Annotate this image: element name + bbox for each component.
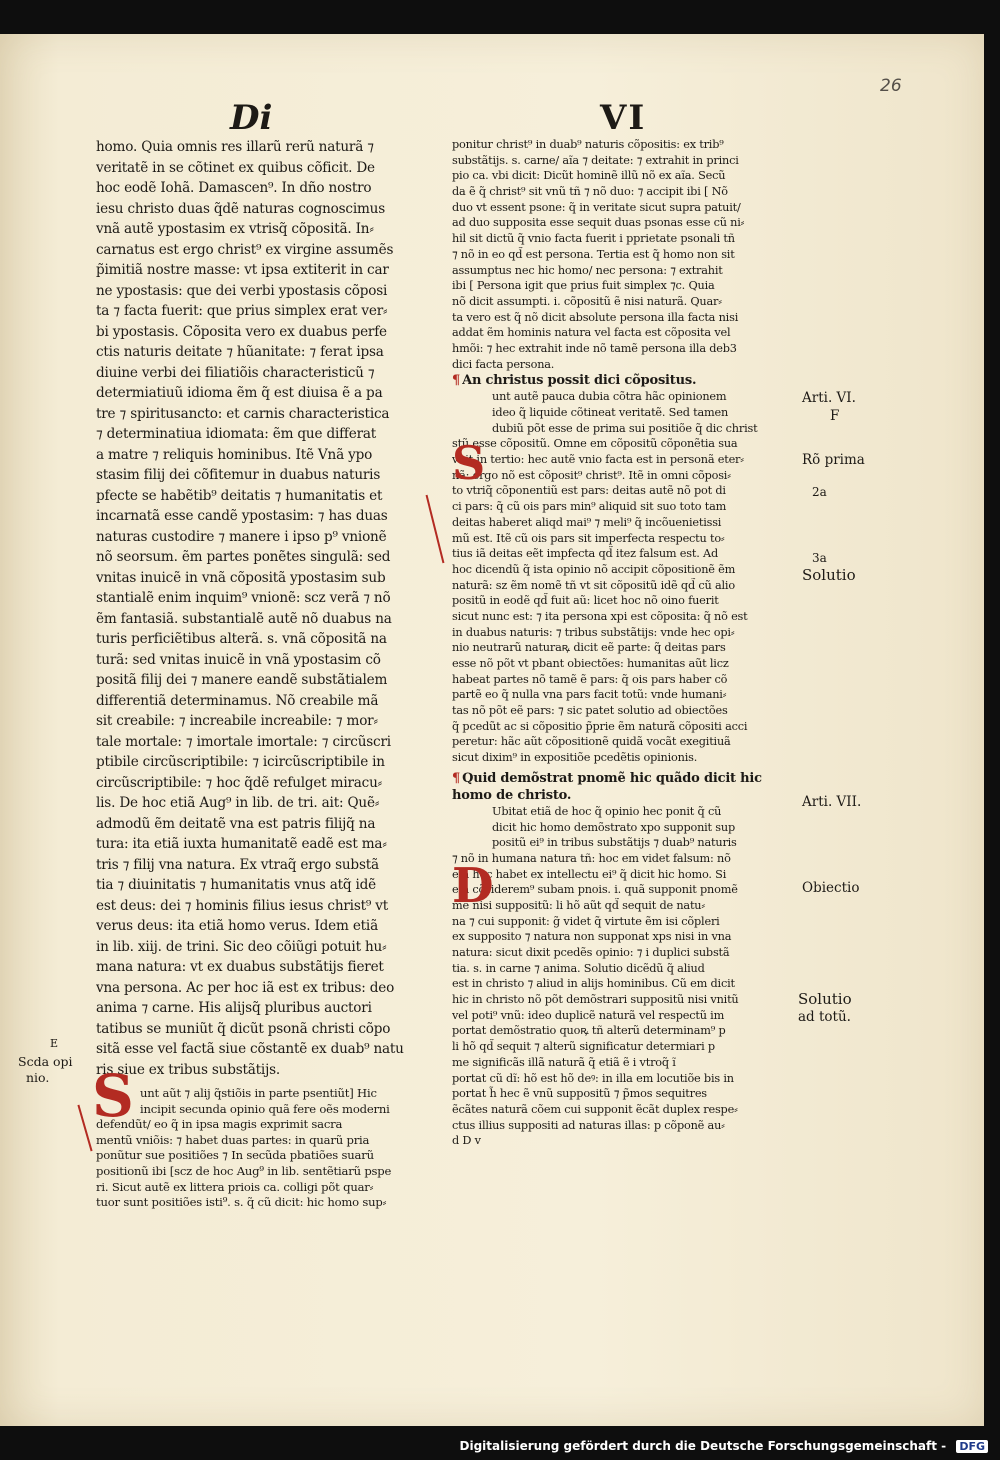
text-line: stasim filij dei cõfitemur in duabus naturis (96, 467, 381, 483)
text-line: dubiũ põt esse de prima sui positiõe q̃ dic christ (492, 421, 758, 435)
text-line: em cõsiderem⁹ subam pnois. i. quã supponit pnomẽ (452, 883, 738, 897)
margin-note-ad-totu: ad totũ. (798, 1009, 851, 1025)
text-line: ta vero est q̃ nõ dicit absolute persona illa facta nisi (452, 310, 739, 324)
text-line: ri. Sicut autẽ ex littera priois ca. colligi põt quar⸗ (96, 1179, 374, 1194)
text-line: partẽ eo q̃ nulla vna pars facit totũ: vnde humani⸗ (452, 688, 727, 702)
text-line: diuine verbi dei filiatiõis characteristicũ ⁊ (96, 364, 375, 381)
rubricated-initial-right-2: D (452, 858, 494, 914)
text-line: hoc dicendũ q̃ ista opinio nõ accipit cõpositionẽ ẽm (452, 562, 736, 576)
text-line: hmõi: ⁊ hec extrahit inde nõ tamẽ persona illa deb3 (452, 341, 737, 355)
second-opinion-block (96, 1086, 442, 1211)
text-line: verus deus: ita etiã homo verus. Idem etiã (96, 918, 378, 934)
section-heading-text: Quid demõstrat pnomẽ hic quãdo dicit hic homo de christo. (452, 770, 762, 803)
text-line: in duabus naturis: ⁊ tribus substãtijs: vnde hec opi⸗ (452, 625, 735, 639)
section-heading (452, 372, 796, 389)
text-line: ẽcãtes naturã cõem cui supponit ẽcãt duplex respe⸗ (452, 1102, 738, 1116)
text-line: carnatus est ergo christ⁹ ex virgine assumẽs (96, 241, 394, 258)
text-line: ideo q̃ liquide cõtineat veritatẽ. Sed tamen (492, 406, 729, 419)
text-line: bi ypostasis. Cõposita vero ex duabus perfe (96, 323, 387, 340)
rubricated-initial-right-1: S (452, 436, 486, 490)
running-header-right: VI (600, 98, 647, 138)
left-column (96, 137, 442, 1211)
text-line: lis. De hoc etiã Aug⁹ in lib. de tri. ait: Quẽ⸗ (96, 795, 380, 811)
rubricated-initial-left: S (92, 1062, 134, 1130)
text-line: stantialẽ enim inquim⁹ vnionẽ: scz verã ⁊ nõ (96, 590, 391, 606)
text-line: em hoc habet ex intellectu ei⁹ q̃ dicit hic homo. Si (452, 867, 727, 881)
margin-note-arti-vi: Arti. VI. (802, 390, 856, 406)
text-line: natura: sicut dixit pcedẽs opinio: ⁊ i duplici substã (452, 946, 730, 959)
margin-note-solutio-1: Solutio (802, 566, 856, 584)
text-line: circũscriptibile: ⁊ hoc q̃dẽ refulget miracu⸗ (96, 774, 382, 791)
margin-note-scda-opinio-2: nio. (26, 1070, 50, 1085)
text-line: naturas custodire ⁊ manere i ipso p⁹ vnionẽ (96, 528, 387, 545)
text-line: ibi [ Persona igit que prius fuit simplex ⁊c. Quia (452, 279, 715, 293)
text-line: ctus illius suppositi ad naturas illas: p cõponẽ au⸗ (452, 1118, 725, 1132)
text-line: in lib. xiij. de trini. Sic deo cõiũgi potuit hu⸗ (96, 938, 387, 955)
text-line: tre ⁊ spiritusancto: et carnis characteristica (96, 405, 390, 422)
text-line: portat demõstratio quoꝶ tñ alterũ determinam⁹ p (452, 1024, 726, 1038)
text-line: homo. Quia omnis res illarũ rerũ naturã ⁊ (96, 139, 374, 155)
rubric-paragraph-stroke (77, 1105, 92, 1152)
text-line: duo vt essent psone: q̃ in veritate sicut supra patuit/ (452, 200, 741, 214)
text-line: tatibus se muniũt q̃ dicũt psonã christi cõpo (96, 1020, 391, 1037)
margin-note-scda-opinio: Scda opi (18, 1054, 73, 1069)
text-line: pfecte se habẽtib⁹ deitatis ⁊ humanitatis et (96, 487, 383, 504)
text-line: ẽm fantasiã. substantialẽ autẽ nõ duabus na (96, 610, 392, 627)
text-line: to vtriq̃ cõponentiũ est pars: deitas autẽ nõ pot di (452, 484, 726, 498)
dfg-logo: DFG (956, 1440, 988, 1453)
margin-note-2a: 2a (812, 485, 827, 499)
text-line: tuor sunt positiões isti⁹. s. q̃ cũ dicit: hic homo sup⸗ (96, 1195, 387, 1210)
margin-note-obiectio: Obiectio (802, 880, 860, 896)
paragraph-mark-icon: ¶ (452, 770, 461, 786)
text-line: tris ⁊ filij vna natura. Ex vtraq̃ ergo substã (96, 856, 379, 873)
text-line: da ẽ q̃ christ⁹ sit vnũ tñ ⁊ nõ duo: ⁊ accipit ibi [ Nõ (452, 185, 728, 199)
text-line: vel poti⁹ vnũ: ideo duplicẽ naturã vel respectũ im (452, 1008, 725, 1022)
text-line: hoc eodẽ Iohã. Damascen⁹. In dño nostro (96, 180, 372, 196)
section-heading-text: An christus possit dici cõpositus. (462, 373, 697, 389)
text-line: hil sit dictũ q̃ vnio facta fuerit i pprietate psonali tñ (452, 232, 735, 246)
text-line: tius iã deitas eẽt impfecta qd̃ itez falsum est. Ad (452, 547, 719, 561)
text-line: tas nõ põt eẽ pars: ⁊ sic patet solutio ad obiectões (452, 704, 728, 718)
text-line: differentiã determinamus. Nõ creabile mã (96, 692, 379, 709)
text-line: incarnatã esse candẽ ypostasim: ⁊ has duas (96, 508, 388, 524)
text-line: est deus: dei ⁊ hominis filius iesus christ⁹ vt (96, 897, 388, 914)
text-line: ⁊ determinatiua idiomata: ẽm que differat (96, 426, 377, 442)
text-line: addat ẽm hominis natura vel facta est cõposita vel (452, 326, 731, 340)
text-line: d D v (452, 1134, 481, 1148)
text-line: vnit in tertio: hec autẽ vnio facta est in personã eter⸗ (452, 453, 744, 467)
text-line: peretur: hãc aũt cõpositionẽ quidã vocãt exegitiuã (452, 735, 731, 749)
text-line: determiatiuũ idioma ẽm q̃ est diuisa ẽ a pa (96, 385, 383, 401)
text-line: Ubitat etiã de hoc q̃ opinio hec ponit q̃ cũ (492, 804, 722, 818)
text-line: sit creabile: ⁊ increabile increabile: ⁊ mor⸗ (96, 713, 378, 729)
text-line: est in christo ⁊ aliud in alijs hominibus. Cũ em dicit (452, 977, 735, 991)
text-line: portat h̃ hec ẽ vnũ suppositũ ⁊ p̃mos sequitres (452, 1087, 707, 1101)
text-line: defendũt/ eo q̃ in ipsa magis exprimit sacra (96, 1117, 343, 1132)
text-line: mentũ vniõis: ⁊ habet duas partes: in quarũ pria (96, 1132, 370, 1147)
text-line: positionũ ibi [scz de hoc Aug⁹ in lib. sentẽtiarũ pspe (96, 1163, 392, 1178)
text-line: vna persona. Ac per hoc iã est ex tribus: deo (96, 979, 395, 996)
right-column (452, 137, 796, 1149)
text-line: mẽ nisi suppositũ: li hõ aũt qd̃ sequit de natu⸗ (452, 898, 705, 912)
text-line: ris siue ex tribus substãtijs. (96, 1061, 280, 1078)
text-line: positã filij dei ⁊ manere eandẽ substãtialem (96, 672, 388, 688)
text-line: veritatẽ in se cõtinet ex quibus cõficit. De (96, 159, 375, 176)
text-line: tia ⁊ diuinitatis ⁊ humanitatis vnus atq̃ idẽ (96, 877, 376, 893)
text-line: a matre ⁊ reliquis hominibus. Itẽ Vnã ypo (96, 446, 373, 463)
text-line: anima ⁊ carne. His alijsq̃ pluribus auctori (96, 1000, 372, 1016)
text-line: tia. s. in carne ⁊ anima. Solutio dicẽdũ q̃ aliud (452, 961, 705, 975)
text-line: hic in christo nõ põt demõstrari suppositũ nisi vnitũ (452, 993, 739, 1007)
text-line: tale mortale: ⁊ imortale imortale: ⁊ circũscri (96, 733, 391, 750)
text-line: ponũtur sue positiões ⁊ In secũda pbatiões suarũ (96, 1148, 374, 1163)
text-line: ptibile circũscriptibile: ⁊ icircũscriptibile in (96, 754, 385, 770)
text-line: nõ seorsum. ẽm partes ponẽtes singulã: sed (96, 549, 391, 565)
funding-credit-text: Digitalisierung gefördert durch die Deutsche Forschungsgemeinschaft - (459, 1439, 947, 1453)
text-line: vnã autẽ ypostasim ex vtrisq̃ cõpositã. In⸗ (96, 221, 374, 237)
text-line: positũ in eodẽ qd̃ fuit aũ: licet hoc nõ oino fuerit (452, 594, 719, 608)
text-line: naturã: sz ẽm nomẽ tñ vt sit cõpositũ idẽ qd̃ cũ alio (452, 578, 735, 592)
text-line: sitã esse vel factã siue cõstantẽ ex duab⁹ natu (96, 1041, 404, 1057)
text-line: ne ypostasis: que dei verbi ypostasis cõposi (96, 282, 388, 299)
text-line: li hõ qd̃ sequit ⁊ alterũ significatur determiari p (452, 1040, 715, 1054)
text-line: habeat partes nõ tamẽ ẽ pars: q̃ ois pars haber cõ (452, 672, 728, 686)
text-line: mũ est. Itẽ cũ ois pars sit imperfecta respectu to⸗ (452, 531, 725, 545)
text-line: ta ⁊ facta fuerit: que prius simplex erat ver⸗ (96, 303, 388, 319)
margin-note-letter-f: F (830, 408, 840, 424)
text-line: tura: ita etiã iuxta humanitatẽ eadẽ est ma⸗ (96, 836, 387, 852)
text-line: turis perficiẽtibus alterã. s. vnã cõpositã na (96, 631, 387, 647)
text-line: ponitur christ⁹ in duab⁹ naturis cõpositis: ex trib⁹ (452, 138, 724, 151)
text-line: me significãs illã naturã q̃ etiã ẽ i vtroq̃ ĩ (452, 1055, 676, 1069)
text-line: mana natura: vt ex duabus substãtijs fieret (96, 959, 384, 975)
text-line: sicut dixim⁹ in expositiõe pcedẽtis opinionis. (452, 751, 698, 765)
text-line: unt aũt ⁊ alij q̃stiõis in parte psentiũt] Hic (140, 1086, 377, 1100)
text-line: nã: ergo nõ est cõposit⁹ christ⁹. Itẽ in omni cõposi⸗ (452, 468, 731, 482)
text-line: turã: sed vnitas inuicẽ in vnã ypostasim cõ (96, 651, 381, 668)
text-line: deitas haberet aliqd mai⁹ ⁊ meli⁹ q̃ incõuenietissi (452, 515, 722, 529)
text-line: ctis naturis deitate ⁊ hũanitate: ⁊ ferat ipsa (96, 344, 384, 360)
margin-note-letter-e: E (50, 1037, 59, 1050)
text-line: iesu christo duas q̃dẽ naturas cognoscimus (96, 200, 386, 217)
text-line: incipit secunda opinio quã fere oẽs moderni (140, 1101, 390, 1116)
text-line: na ⁊ cui supponit: g̃ videt q̃ virtute ẽm isi cõpleri (452, 914, 720, 928)
section-heading (452, 770, 796, 804)
text-line: substãtijs. s. carne/ aĩa ⁊ deitate: ⁊ extrahit in princi (452, 153, 739, 167)
text-line: dici facta persona. (452, 357, 555, 371)
text-line: ⁊ nõ in eo qd̃ est persona. Tertia est q̃ homo non sit (452, 247, 735, 261)
folio-number: 26 (880, 76, 902, 96)
text-line: unt autẽ pauca dubia cõtra hãc opinionem (492, 390, 727, 404)
book-page (0, 34, 984, 1426)
text-line: positũ ei⁹ in tribus substãtijs ⁊ duab⁹ naturis (492, 836, 737, 850)
margin-note-solutio-2: Solutio (798, 990, 852, 1008)
text-line: ⁊ nõ in humana natura tñ: hoc em videt falsum: nõ (452, 851, 731, 865)
text-line: p̃imitiã nostre masse: vt ipsa extiterit in car (96, 262, 389, 278)
margin-note-3a: 3a (812, 551, 827, 565)
margin-note-arti-vii: Arti. VII. (802, 794, 862, 810)
text-line: pio ca. vbi dicit: Dicũt hominẽ illũ nõ ex aĩa. Secũ (452, 169, 726, 183)
text-line: sicut nunc est: ⁊ ita persona xpi est cõposita: q̃ nõ est (452, 609, 748, 623)
text-line: portat cũ dĩ: hõ est hõ deꝰ: in illa em locutiõe bis in (452, 1071, 734, 1085)
funding-credit (460, 1439, 988, 1453)
text-line: esse nõ põt vt pbant obiectões: humanitas aũt licz (452, 657, 729, 670)
text-line: admodũ ẽm deitatẽ vna est patris filijq̃ na (96, 815, 376, 832)
text-line: vnitas inuicẽ in vnã cõpositã ypostasim sub (96, 569, 386, 586)
text-line: assumptus nec hic homo/ nec persona: ⁊ extrahit (452, 263, 723, 277)
text-line: ex supposito ⁊ natura non supponat xps nisi in vna (452, 930, 732, 944)
running-header-left: Di (230, 98, 273, 138)
text-line: stũ esse cõpositũ. Omne em cõpositũ cõponẽtia sua (452, 437, 738, 451)
text-line: nio neutrarũ naturaꝶ dicit eẽ parte: q̃ deitas pars (452, 641, 726, 655)
text-line: dicit hic homo demõstrato xpo supponit sup (492, 820, 735, 834)
margin-note-ro-prima: Rõ prima (802, 452, 865, 468)
text-line: ad duo supposita esse sequit duas psonas esse cũ ni⸗ (452, 216, 745, 230)
text-line: nõ dicit assumpti. i. cõpositũ ẽ nisi naturã. Quar⸗ (452, 294, 722, 308)
paragraph-mark-icon: ¶ (452, 373, 461, 389)
text-line: q̃ pcedũt ac si cõpositio p̃prie ẽm naturã cõpositi acci (452, 719, 748, 733)
text-line: ci pars: q̃ cũ ois pars min⁹ aliquid sit suo toto tam (452, 500, 727, 514)
